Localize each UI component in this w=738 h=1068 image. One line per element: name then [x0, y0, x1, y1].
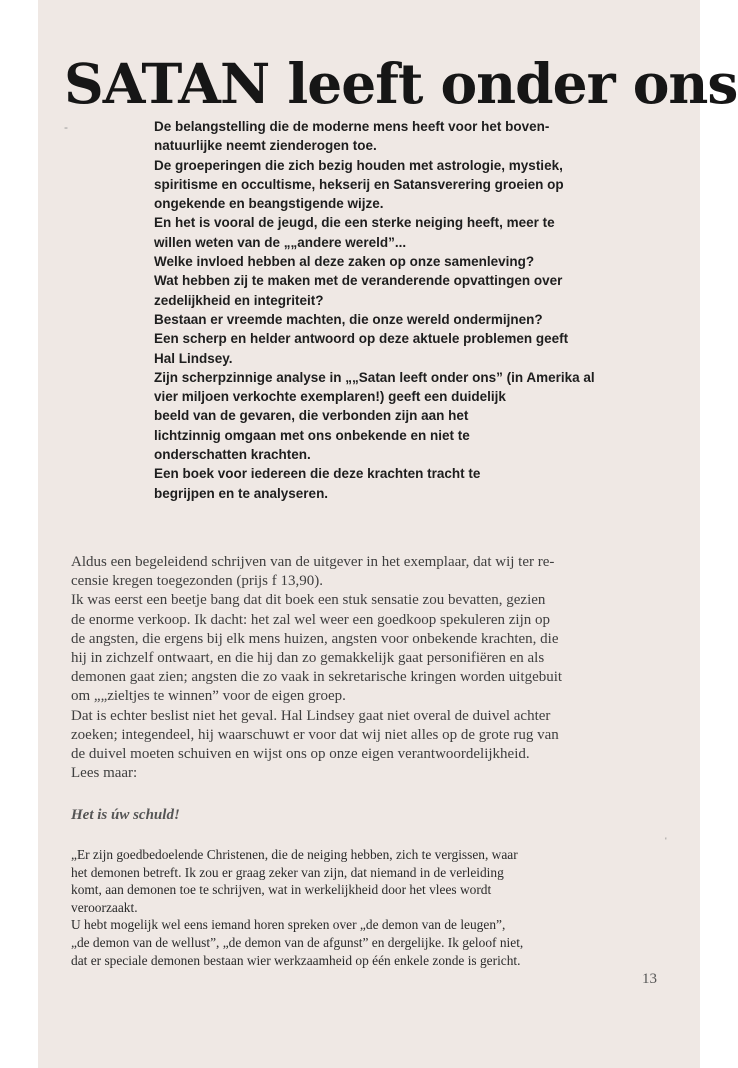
body-line: Dat is echter beslist niet het geval. Hal Lindsey gaat niet overal de duivel achter — [71, 707, 551, 724]
intro-line: Wat hebben zij te maken met de veranderende opvattingen over — [154, 273, 563, 289]
body-line: demonen gaat zien; angsten die zo vaak in sekretarische kringen worden uitgebuit — [71, 669, 563, 686]
intro-line: natuurlijke neemt zienderogen toe. — [154, 138, 377, 154]
body-line: de enorme verkoop. Ik dacht: het zal wel weer een goedkoop spekuleren zijn op — [71, 611, 550, 628]
intro-line: beeld van de gevaren, die verbonden zijn aan het — [154, 408, 469, 424]
intro-line: En het is vooral de jeugd, die een sterke neiging heeft, meer te — [154, 215, 555, 231]
intro-line: Bestaan er vreemde machten, die onze wereld ondermijnen? — [154, 311, 543, 327]
body-line: censie kregen toegezonden (prijs f 13,90). — [71, 573, 323, 590]
quote-line: komt, aan demonen toe te schrijven, wat in werkelijkheid door het vlees wordt — [71, 882, 492, 898]
quote-line: veroorzaakt. — [71, 899, 138, 915]
intro-line: Een boek voor iedereen die deze krachten tracht te — [154, 466, 481, 482]
quoted-passage — [71, 846, 677, 969]
intro-line: ongekende en beangstigende wijze. — [154, 196, 384, 212]
body-line: de angsten, die ergens bij elk mens huizen, angsten voor onbekende krachten, die — [71, 630, 559, 647]
page-title: SATAN leeft onder ons — [64, 50, 738, 116]
body-line: om „„zieltjes te winnen” voor de eigen groep. — [71, 688, 346, 705]
intro-line: onderschatten krachten. — [154, 447, 311, 463]
intro-line: Zijn scherpzinnige analyse in „„Satan leeft onder ons” (in Amerika al — [154, 369, 595, 385]
body-line: Lees maar: — [71, 765, 138, 782]
intro-line: Hal Lindsey. — [154, 350, 233, 366]
body-line: Aldus een begeleidend schrijven van de uitgever in het exemplaar, dat wij ter re- — [71, 554, 555, 570]
intro-line: De belangstelling die de moderne mens heeft voor het boven- — [154, 119, 550, 134]
page-number: 13 — [642, 971, 657, 987]
book-page — [38, 0, 738, 1068]
intro-line: vier miljoen verkochte exemplaren!) geeft een duidelijk — [154, 389, 506, 405]
intro-line: lichtzinnig omgaan met ons onbekende en niet te — [154, 427, 470, 443]
intro-line: spiritisme en occultisme, hekserij en Satansverering groeien op — [154, 176, 564, 192]
intro-line: De groeperingen die zich bezig houden met astrologie, mystiek, — [154, 157, 563, 173]
margin-tick: ' — [665, 836, 667, 846]
body-line: zoeken; integendeel, hij waarschuwt er voor dat wij niet alles op de grote rug van — [71, 726, 559, 743]
quote-line: „de demon van de wellust”, „de demon van de afgunst” en dergelijke. Ik geloof niet, — [71, 934, 524, 950]
intro-blurb — [154, 117, 684, 503]
section-heading: Het is úw schuld! — [71, 807, 180, 823]
margin-mark: - — [64, 120, 68, 134]
quote-line: het demonen betreft. Ik zou er graag zeker van zijn, dat niemand in de verleiding — [71, 864, 504, 880]
review-body — [71, 553, 671, 783]
quote-line: dat er speciale demonen bestaan wier werkzaamheid op één enkele zonde is gericht. — [71, 952, 521, 968]
body-line: hij in zichzelf ontwaart, en die hij dan zo gemakkelijk gaat personifiëren en als — [71, 650, 545, 667]
body-line: Ik was eerst een beetje bang dat dit boek een stuk sensatie zou bevatten, gezien — [71, 592, 546, 609]
intro-line: Een scherp en helder antwoord op deze aktuele problemen geeft — [154, 331, 569, 347]
body-line: de duivel moeten schuiven en wijst ons op onze eigen verantwoordelijkheid. — [71, 746, 530, 763]
intro-line: Welke invloed hebben al deze zaken op onze samenleving? — [154, 254, 535, 270]
intro-line: begrijpen en te analyseren. — [154, 485, 329, 501]
intro-line: zedelijkheid en integriteit? — [154, 292, 324, 308]
intro-line: willen weten van de „„andere wereld”... — [154, 234, 407, 250]
quote-line: „Er zijn goedbedoelende Christenen, die de neiging hebben, zich te vergissen, waar — [71, 847, 518, 862]
quote-line: U hebt mogelijk wel eens iemand horen spreken over „de demon van de leugen”, — [71, 917, 506, 933]
